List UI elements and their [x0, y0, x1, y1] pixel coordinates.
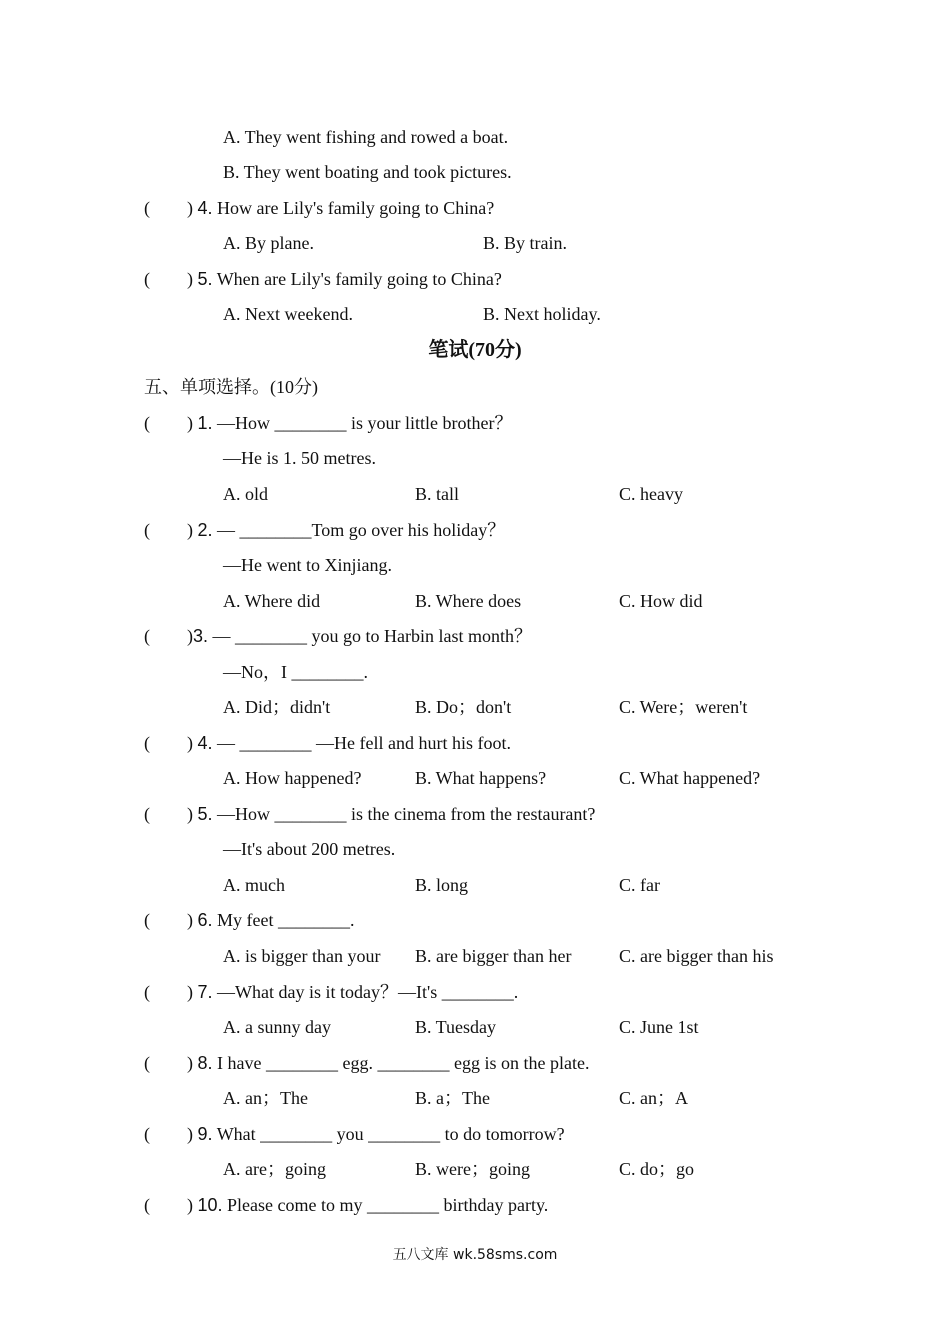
- answer-paren-open: (: [144, 982, 150, 1002]
- section-title: 五、单项选择。(10分): [144, 377, 318, 397]
- option-b: B. a；The: [415, 1088, 490, 1108]
- answer-paren-open: (: [144, 1124, 150, 1144]
- question-3: )3. — ________ you go to Harbin last month？: [187, 626, 532, 646]
- answer-paren-open: (: [144, 520, 150, 540]
- question-1: ) 1. —How ________ is your little brother？: [187, 413, 513, 433]
- answer-paren-open: (: [144, 626, 150, 646]
- option-c: C. How did: [619, 591, 703, 611]
- answer-paren-open: (: [144, 1195, 150, 1215]
- question-10: ) 10. Please come to my ________ birthday party.: [187, 1195, 549, 1215]
- q3-option-a: A. They went fishing and rowed a boat.: [223, 127, 509, 147]
- question-6: ) 6. My feet ________.: [187, 910, 355, 930]
- answer-paren-open: (: [144, 198, 150, 218]
- option-b: B. What happens?: [415, 768, 547, 788]
- listening-q5-option-b: B. Next holiday.: [483, 304, 601, 324]
- option-c: C. heavy: [619, 484, 683, 504]
- option-a: A. How happened?: [223, 768, 362, 788]
- option-b: B. are bigger than her: [415, 946, 572, 966]
- listening-q4-option-b: B. By train.: [483, 233, 567, 253]
- footer-watermark: 五八文库 wk.58sms.com: [392, 1247, 558, 1263]
- option-a: A. much: [223, 875, 285, 895]
- option-c: C. far: [619, 875, 660, 895]
- option-c: C. do；go: [619, 1159, 695, 1179]
- listening-q4: ) 4. How are Lily's family going to China?: [187, 198, 495, 218]
- option-b: B. were；going: [415, 1159, 530, 1179]
- question-3-response: —No，I ________.: [223, 662, 368, 682]
- answer-paren-open: (: [144, 269, 150, 289]
- option-b: B. Do；don't: [415, 697, 512, 717]
- option-a: A. is bigger than your: [223, 946, 381, 966]
- answer-paren-open: (: [144, 910, 150, 930]
- answer-paren-open: (: [144, 1053, 150, 1073]
- listening-q5: ) 5. When are Lily's family going to China?: [187, 269, 502, 289]
- option-c: C. What happened?: [619, 768, 761, 788]
- question-1-response: —He is 1. 50 metres.: [223, 448, 376, 468]
- question-4: ) 4. — ________ —He fell and hurt his foot.: [187, 733, 511, 753]
- option-a: A. a sunny day: [223, 1017, 331, 1037]
- question-5-response: —It's about 200 metres.: [223, 839, 396, 859]
- option-b: B. Where does: [415, 591, 522, 611]
- option-a: A. Did；didn't: [223, 697, 331, 717]
- option-c: C. June 1st: [619, 1017, 699, 1037]
- option-a: A. Where did: [223, 591, 321, 611]
- answer-paren-open: (: [144, 804, 150, 824]
- option-a: A. are；going: [223, 1159, 326, 1179]
- option-a: A. an；The: [223, 1088, 308, 1108]
- question-5: ) 5. —How ________ is the cinema from the restaurant?: [187, 804, 596, 824]
- listening-q4-option-a: A. By plane.: [223, 233, 314, 253]
- question-7: ) 7. —What day is it today？—It's ________.: [187, 982, 519, 1002]
- option-c: C. an；A: [619, 1088, 688, 1108]
- question-9: ) 9. What ________ you ________ to do tomorrow?: [187, 1124, 565, 1144]
- option-c: C. Were；weren't: [619, 697, 748, 717]
- answer-paren-open: (: [144, 733, 150, 753]
- question-8: ) 8. I have ________ egg. ________ egg is on the plate.: [187, 1053, 590, 1073]
- written-test-title: 笔试(70分): [428, 339, 522, 361]
- option-c: C. are bigger than his: [619, 946, 774, 966]
- question-2-response: —He went to Xinjiang.: [223, 555, 392, 575]
- option-b: B. long: [415, 875, 469, 895]
- q3-option-b: B. They went boating and took pictures.: [223, 162, 512, 182]
- option-a: A. old: [223, 484, 268, 504]
- question-2: ) 2. — ________Tom go over his holiday？: [187, 520, 506, 540]
- option-b: B. Tuesday: [415, 1017, 497, 1037]
- listening-q5-option-a: A. Next weekend.: [223, 304, 353, 324]
- answer-paren-open: (: [144, 413, 150, 433]
- option-b: B. tall: [415, 484, 459, 504]
